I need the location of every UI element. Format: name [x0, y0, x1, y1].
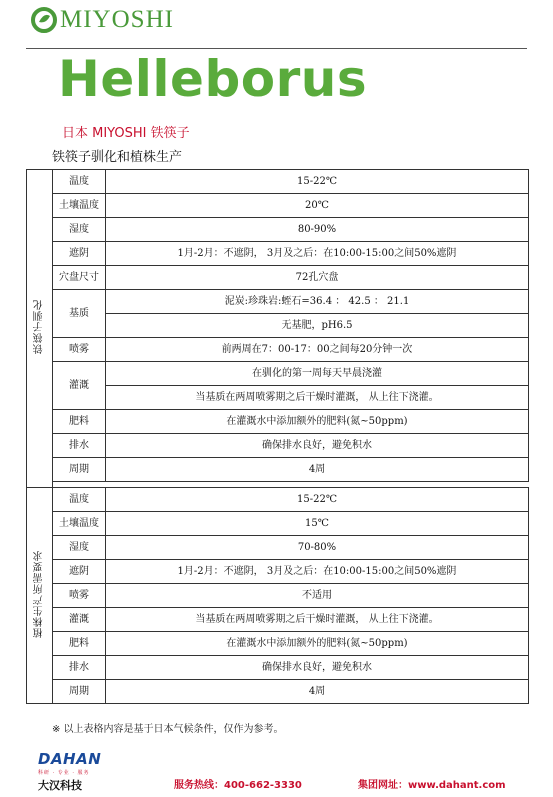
row-label: 灌溉 — [53, 362, 106, 410]
company-name-cn: 大汉科技 — [38, 779, 82, 792]
row-label: 灌溉 — [53, 608, 106, 632]
row-label: 周期 — [53, 680, 106, 704]
row-value: 15-22℃ — [106, 170, 529, 194]
row-label: 湿度 — [53, 218, 106, 242]
row-label: 遮阴 — [53, 242, 106, 266]
row-value: 前两周在7：00-17：00之间每20分钟一次 — [106, 338, 529, 362]
row-value: 1月-2月：不遮阴， 3月及之后：在10:00-15:00之间50%遮阴 — [106, 242, 529, 266]
row-value: 在灌溉水中添加额外的肥料(氮~50ppm) — [106, 632, 529, 656]
table-row — [27, 512, 529, 536]
row-value: 泥炭:珍珠岩:蛭石=36.4 ： 42.5 ： 21.1 — [106, 290, 529, 314]
row-value: 当基质在两周喷雾期之后干燥时灌溉， 从上往下浇灌。 — [106, 386, 529, 410]
service-hotline: 服务热线：400-662-3330 — [174, 780, 302, 791]
page-title: Helleborus — [58, 50, 368, 108]
table-row — [27, 632, 529, 656]
row-label: 肥料 — [53, 410, 106, 434]
row-label: 肥料 — [53, 632, 106, 656]
row-value: 15-22℃ — [106, 488, 529, 512]
table-row — [27, 584, 529, 608]
row-label: 遮阴 — [53, 560, 106, 584]
table-row — [27, 536, 529, 560]
table-row — [27, 170, 529, 194]
row-label: 土壤温度 — [53, 512, 106, 536]
row-value: 在驯化的第一周每天早晨浇灌 — [106, 362, 529, 386]
cultivation-table — [26, 169, 529, 704]
company-tagline: 科研 · 专业 · 服务 — [38, 770, 90, 776]
section-label-cell — [27, 488, 53, 704]
row-value: 不适用 — [106, 584, 529, 608]
table-row — [27, 680, 529, 704]
row-label: 土壤温度 — [53, 194, 106, 218]
page-subtitle: 日本 MIYOSHI 铁筷子 — [62, 126, 190, 141]
dahan-logo — [38, 750, 110, 793]
row-value: 确保排水良好，避免积水 — [106, 434, 529, 458]
table-row — [27, 608, 529, 632]
section-label: 植株生产所需要求 — [33, 549, 45, 638]
row-label: 温度 — [53, 170, 106, 194]
table-row — [27, 656, 529, 680]
table-row — [27, 488, 529, 512]
row-label: 湿度 — [53, 536, 106, 560]
section-heading: 铁筷子驯化和植株生产 — [52, 150, 183, 165]
row-value: 当基质在两周喷雾期之后干燥时灌溉， 从上往下浇灌。 — [106, 608, 529, 632]
miyoshi-logo — [30, 6, 174, 34]
row-label: 喷雾 — [53, 338, 106, 362]
company-website[interactable]: 集团网址：www.dahant.com — [358, 780, 506, 791]
table-row — [27, 560, 529, 584]
table-row — [27, 458, 529, 482]
row-label: 喷雾 — [53, 584, 106, 608]
row-value: 4周 — [106, 680, 529, 704]
row-label: 排水 — [53, 656, 106, 680]
row-value: 1月-2月：不遮阴， 3月及之后：在10:00-15:00之间50%遮阴 — [106, 560, 529, 584]
table-row — [27, 242, 529, 266]
company-name-en: DAHAN — [38, 750, 102, 768]
row-value: 15℃ — [106, 512, 529, 536]
row-value: 在灌溉水中添加额外的肥料(氮~50ppm) — [106, 410, 529, 434]
row-value: 80-90% — [106, 218, 529, 242]
footnote: ※ 以上表格内容是基于日本气候条件，仅作为参考。 — [52, 724, 284, 735]
row-value: 72孔穴盘 — [106, 266, 529, 290]
section-label-cell — [27, 170, 53, 488]
brand-name: MIYOSHI — [60, 6, 174, 33]
row-label: 周期 — [53, 458, 106, 482]
row-value: 20℃ — [106, 194, 529, 218]
table-row — [27, 266, 529, 290]
table-row — [27, 362, 529, 386]
table-row — [27, 290, 529, 314]
row-label: 温度 — [53, 488, 106, 512]
row-value: 4周 — [106, 458, 529, 482]
header-divider — [26, 48, 527, 49]
row-label: 排水 — [53, 434, 106, 458]
row-value: 70-80% — [106, 536, 529, 560]
row-value: 无基肥，pH6.5 — [106, 314, 529, 338]
table-row — [27, 434, 529, 458]
table-row — [27, 338, 529, 362]
table-row — [27, 410, 529, 434]
row-value: 确保排水良好，避免积水 — [106, 656, 529, 680]
table-row — [27, 218, 529, 242]
section-label: 铁筷子驯化 — [33, 299, 45, 354]
row-label: 穴盘尺寸 — [53, 266, 106, 290]
leaf-logo-icon — [30, 6, 58, 34]
table-row — [27, 194, 529, 218]
row-label: 基质 — [53, 290, 106, 338]
